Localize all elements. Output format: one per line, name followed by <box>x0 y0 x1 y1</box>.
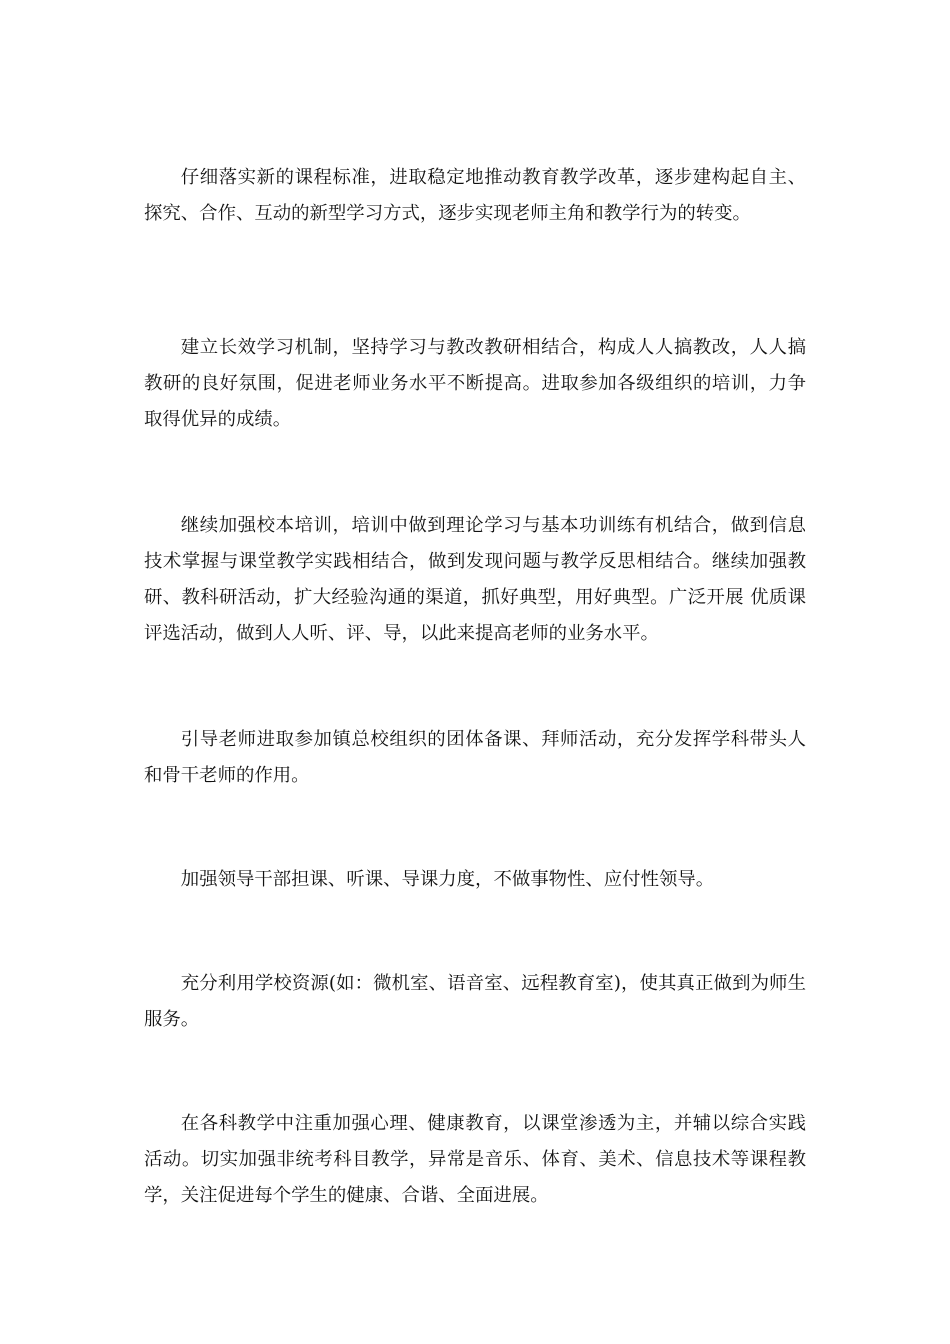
paragraph-school-resources: 充分利用学校资源(如：微机室、语音室、远程教育室)，使其真正做到为师生服务。 <box>144 973 806 1030</box>
paragraph-health-education: 在各科教学中注重加强心理、健康教育，以课堂渗透为主，并辅以综合实践活动。切实加强非统考科目教学，异常是音乐、体育、美术、信息技术等课程教学，关注促进每个学生的健康、合谐、全面进展。 <box>144 1113 806 1206</box>
paragraph-group-lesson-prep: 引导老师进取参加镇总校组织的团体备课、拜师活动，充分发挥学科带头人和骨干老师的作用。 <box>144 729 806 786</box>
paragraph-school-training: 继续加强校本培训，培训中做到理论学习与基本功训练有机结合，做到信息技术掌握与课堂教学实践相结合，做到发现问题与教学反思相结合。继续加强教研、教科研活动，扩大经验沟通的渠道，抓好典型，用好典型。广泛开展 优质课 评选活动，做到人人听、评、导，以此来提高老师的业务水平。 <box>144 515 806 644</box>
paragraph-curriculum-reform: 仔细落实新的课程标准，进取稳定地推动教育教学改革，逐步建构起自主、探究、合作、互动的新型学习方式，逐步实现老师主角和教学行为的转变。 <box>144 167 806 224</box>
paragraph-study-mechanism: 建立长效学习机制，坚持学习与教改教研相结合，构成人人搞教改，人人搞教研的良好氛围，促进老师业务水平不断提高。进取参加各级组织的培训，力争取得优异的成绩。 <box>144 337 806 430</box>
paragraph-leadership-teaching: 加强领导干部担课、听课、导课力度，不做事物性、应付性领导。 <box>180 869 715 890</box>
